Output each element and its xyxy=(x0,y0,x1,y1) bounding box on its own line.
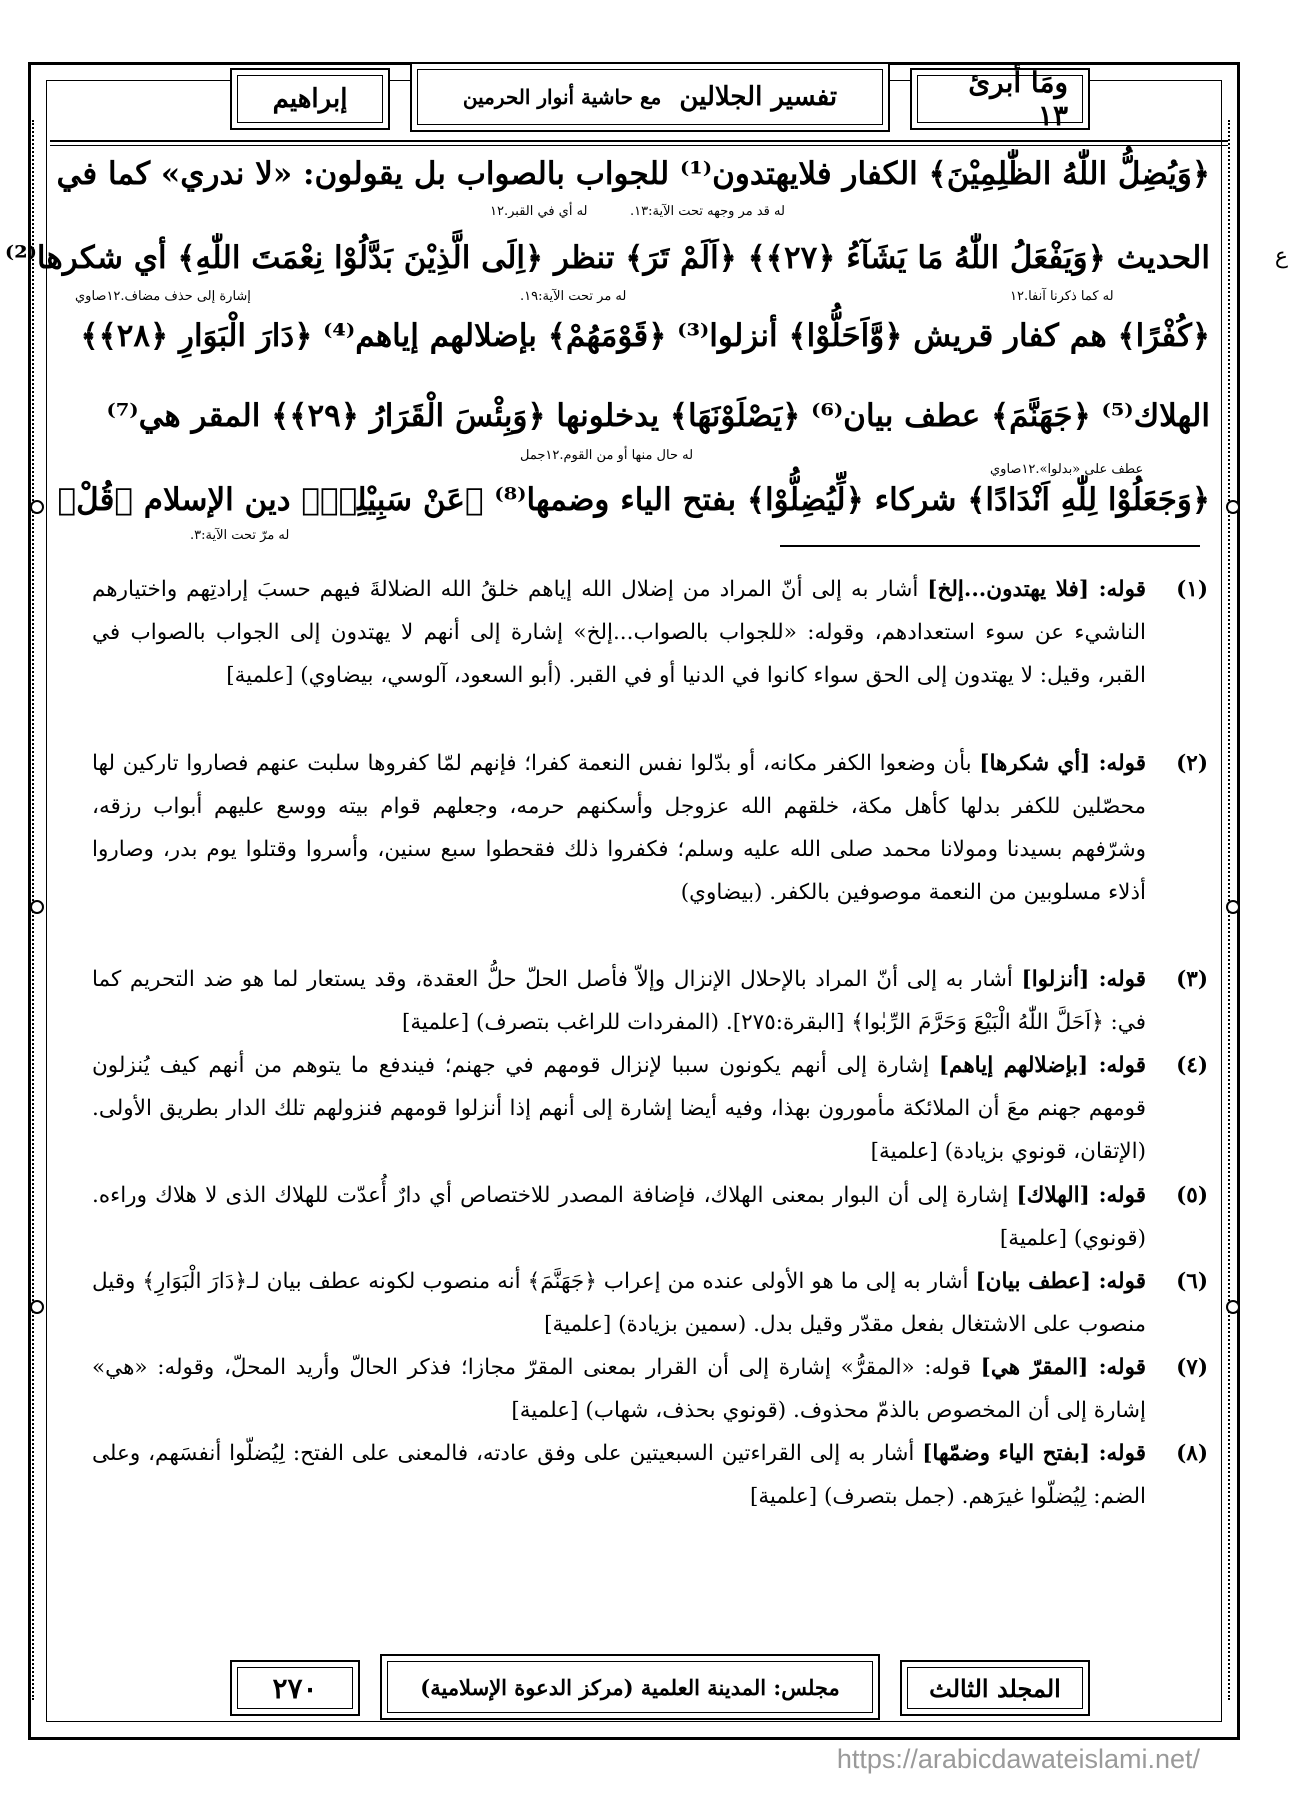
margin-note: عطف على «بدلوا».١٢صاوي xyxy=(990,462,1144,477)
footnote-head: قوله: [بفتح الياء وضمّها] xyxy=(922,1441,1146,1466)
footnote-text: إشارة إلى أن البوار بمعنى الهلاك، فإضافة المصدر للاختصاص أي دارٌ أُعدّت للهلاك الذى لا هلاك وراءه. (قونوي) [علمية] xyxy=(92,1183,1146,1251)
footnote-6 xyxy=(92,1260,1208,1346)
ornament-circle xyxy=(1226,500,1240,514)
header-title-box xyxy=(410,62,890,132)
page-number: ٢٧٠ xyxy=(272,1671,318,1705)
footnote-head: قوله: [المقرّ هي] xyxy=(980,1355,1146,1380)
main-text-line: ﴿كُفْرًا﴾ هم كفار قريش ﴿وَّاَحَلُّوْا﴾ أنزلوا⁽³⁾ ﴿قَوْمَهُمْ﴾ بإضلالهم إياهم⁽⁴⁾ ﴿دَارَ الْبَوَارِ ﴿٢٨﴾﴾ xyxy=(80,318,1210,354)
footnote-text: أشار به إلى ما هو الأولى عنده من إعراب ﴿جَهَنَّمَ﴾ أنه منصوب لكونه عطف بيان لـ﴿دَارَ الْبَوَارِ﴾ وقيل منصوب على الاشتغال بفعل مقدّر وقيل بدل. (سمين بزيادة) [علمية] xyxy=(92,1269,1146,1337)
footnote-number: (٣) xyxy=(1176,967,1208,992)
ornament-circle xyxy=(30,500,44,514)
margin-note: له أي في القبر.١٢ xyxy=(490,204,588,219)
footnote-number: (١) xyxy=(1176,577,1208,602)
header-divider xyxy=(50,140,1228,142)
main-text-line: الهلاك⁽⁵⁾ ﴿جَهَنَّمَ﴾ عطف بيان⁽⁶⁾ ﴿يَصْلَوْنَهَا﴾ يدخلونها ﴿وَبِئْسَ الْقَرَارُ ﴿٢٩﴾﴾ المقر هي⁽⁷⁾ xyxy=(106,398,1210,434)
footnote-8 xyxy=(92,1432,1208,1518)
footnote-2 xyxy=(92,742,1208,914)
main-text-line: ﴿وَجَعَلُوْا لِلّٰهِ اَنْدَادًا﴾ شركاء ﴿لِّيُضِلُّوْا﴾ بفتح الياء وضمها⁽⁸⁾ ﴿عَنْ سَبِيْلِهٖ﴾ دين الإسلام ﴿قُلْ﴾ xyxy=(57,482,1210,518)
footer-volume-box xyxy=(900,1660,1090,1716)
footnote-head: قوله: [فلا يهتدون...إلخ] xyxy=(927,577,1146,602)
footnote-1 xyxy=(92,568,1208,697)
footnote-number: (٦) xyxy=(1176,1269,1208,1294)
footnote-text: أشار به إلى أنّ المراد بالإحلال الإنزال وإلاّ فأصل الحلّ حلُّ العقدة، وقد يستعار لما هو ضد التحريم كما في: ﴿اَحَلَّ اللّٰهُ الْبَيْعَ وَحَرَّمَ الرِّبٰوا﴾ [البقرة:٢٧٥]. (المفردات للراغب بتصرف) [علمية] xyxy=(92,967,1146,1035)
surah-name: ومَا أبرئ ١٣ xyxy=(968,66,1068,132)
book-subtitle: مع حاشية أنوار الحرمين xyxy=(462,85,662,109)
footnote-number: (٧) xyxy=(1176,1355,1208,1380)
footnote-head: قوله: [الهلاك] xyxy=(1016,1183,1146,1208)
ornament-circle xyxy=(30,1300,44,1314)
footnote-text: بأن وضعوا الكفر مكانه، أو بدّلوا نفس النعمة كفرا؛ فإنهم لمّا كفروها سلبت عنهم فصاروا تاركين لها محصّلين للكفر بدلها كأهل مكة، خلقهم الله عزوجل وأسكنهم حرمه، وجعلهم قوام بيته ووسع عليهم أبواب رزقه، وشرّفهم بسيدنا ومولانا محمد صلى الله عليه وسلم؛ فكفروا ذلك فقحطوا سبع سنين، وأسروا وقتلوا يوم بدر، وصاروا أذلاء مسلوبين من النعمة موصوفين بالكفر. (بيضاوي) xyxy=(92,751,1146,905)
footnote-head: قوله: [أي شكرها] xyxy=(979,751,1147,776)
footnote-text: أشار به إلى أنّ المراد من إضلال الله إياهم خلقُ الله الضلالةَ فيهم حسبَ إرادتِهم واختيارهم الناشيء عن سوء استعدادهم، وقوله: «للجواب بالصواب...إلخ» إشارة إلى أنهم لا يهتدون إلى الجواب بالصواب في القبر، وقيل: لا يهتدون إلى الحق سواء كانوا في الدنيا أو في القبر. (أبو السعود، آلوسي، بيضاوي) [علمية] xyxy=(92,577,1146,688)
footnote-3 xyxy=(92,958,1208,1044)
margin-note: له مر تحت الآية:١٩. xyxy=(520,289,627,304)
ruku-mark: ع xyxy=(1274,244,1288,269)
main-text-line: ﴿وَيُضِلُّ اللّٰهُ الظّٰلِمِيْنَ﴾ الكفار فلايهتدون⁽¹⁾ للجواب بالصواب بل يقولون: «لا ندري» كما في xyxy=(56,156,1210,192)
margin-note: إشارة إلى حذف مضاف.١٢صاوي xyxy=(75,289,251,304)
watermark-url: https://arabicdawateislami.net/ xyxy=(836,1744,1200,1774)
footnote-5 xyxy=(92,1174,1208,1260)
header-chapter-box xyxy=(230,68,390,130)
footnote-head: قوله: [بإضلالهم إياهم] xyxy=(938,1053,1146,1078)
margin-note: له كما ذكرنا آنفا.١٢ xyxy=(1010,289,1114,304)
header-surah-box xyxy=(910,68,1090,130)
margin-note: له مرّ تحت الآية:٣. xyxy=(190,528,290,543)
footnote-number: (٤) xyxy=(1176,1053,1208,1078)
header-divider-thin xyxy=(50,145,1228,146)
footnote-7 xyxy=(92,1346,1208,1432)
main-text-line: الحديث ﴿وَيَفْعَلُ اللّٰهُ مَا يَشَآءُ ﴿٢٧﴾﴾ ﴿اَلَمْ تَرَ﴾ تنظر ﴿اِلَى الَّذِيْنَ بَدَّلُوْا نِعْمَتَ اللّٰهِ﴾ أي شكرها⁽²⁾ xyxy=(4,240,1210,276)
footnote-head: قوله: [أنزلوا] xyxy=(1021,967,1146,992)
footnote-text: أشار به إلى القراءتين السبعيتين على وفق عادته، فالمعنى على الفتح: لِيُضلّوا أنفسَهم، وعلى الضم: لِيُضلّوا غيرَهم. (جمل بتصرف) [علمية] xyxy=(92,1441,1146,1509)
publisher-name: مجلس: المدينة العلمية (مركز الدعوة الإسلامية) xyxy=(420,1674,840,1700)
chapter-name: إبراهيم xyxy=(272,84,348,114)
footer-page-box xyxy=(230,1660,360,1716)
footnote-text: قوله: «المقرُّ» إشارة إلى أن القرار بمعنى المقرّ مجازا؛ فذكر الحالّ وأريد المحلّ، وقوله: «هي» إشارة إلى أن المخصوص بالذمّ محذوف. (قونوي بحذف، شهاب) [علمية] xyxy=(92,1355,1146,1423)
ornament-circle xyxy=(1226,900,1240,914)
footnote-separator xyxy=(780,545,1200,547)
footer-publisher-box xyxy=(380,1654,880,1720)
footnote-number: (٥) xyxy=(1176,1183,1208,1208)
footnote-head: قوله: [عطف بيان] xyxy=(975,1269,1146,1294)
volume-label: المجلد الثالث xyxy=(929,1673,1061,1703)
footnote-number: (٨) xyxy=(1176,1441,1208,1466)
footnote-text: إشارة إلى أنهم يكونون سببا لإنزال قومهم في جهنم؛ فيندفع ما يتوهم من أنهم كيف يُنزلون قومهم جهنم معَ أن الملائكة مأمورون بهذا، وفيه أيضا إشارة إلى أنهم إذا أنزلوا قومهم فنزولهم تلك الدار بطريق الأولى. (الإتقان، قونوي بزيادة) [علمية] xyxy=(92,1053,1147,1164)
ornament-circle xyxy=(30,900,44,914)
footnote-4 xyxy=(92,1044,1208,1173)
book-title: تفسير الجلالين xyxy=(679,82,838,112)
margin-note: له حال منها أو من القوم.١٢جمل xyxy=(520,448,694,463)
footnote-number: (٢) xyxy=(1176,751,1208,776)
margin-note: له قد مر وجهه تحت الآية:١٣. xyxy=(630,204,785,219)
ornament-circle xyxy=(1226,1300,1240,1314)
